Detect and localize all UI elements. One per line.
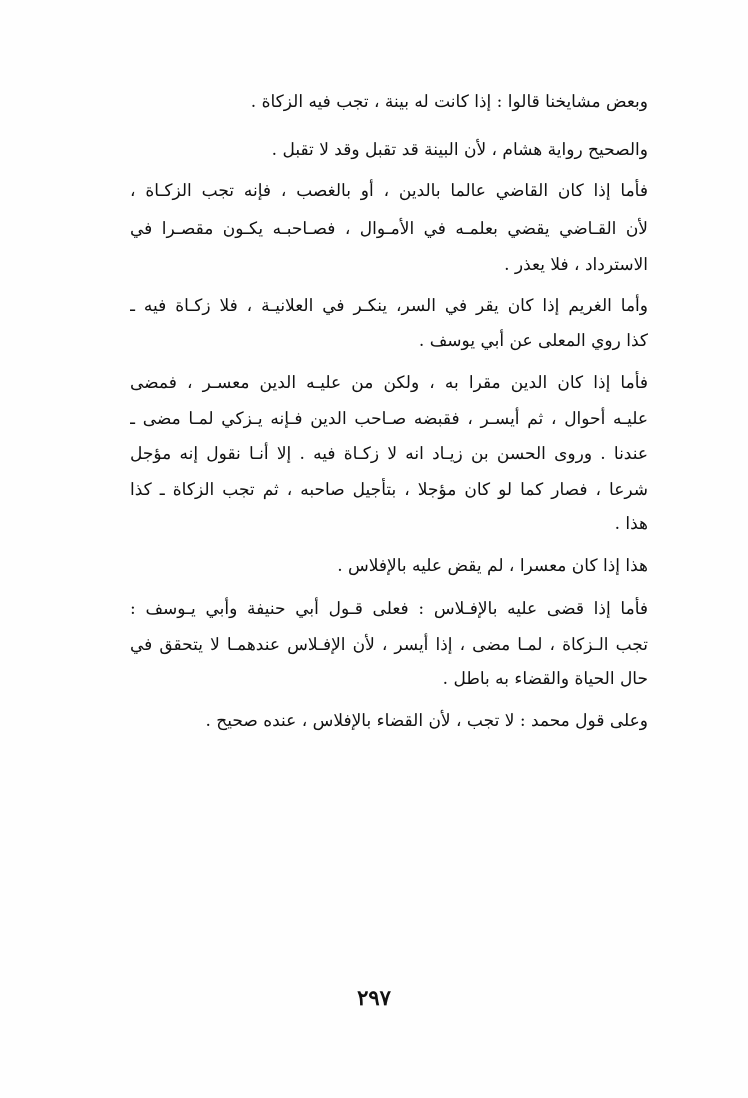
text-line: لأن القـاضي يقضي بعلمـه في الأمـوال ، فصـاحبـه يكـون مقصـرا في: [130, 219, 648, 239]
text-line: حال الحياة والقضاء به باطل .: [442, 669, 648, 689]
text-line: تجب الـزكاة ، لمـا مضى ، إذا أيسر ، لأن الإفـلاس عندهمـا لا يتحقق في: [130, 635, 648, 655]
text-line: هذا .: [614, 514, 648, 534]
text-line: وبعض مشايخنا قالوا : إذا كانت له بينة ، تجب فيه الزكاة .: [250, 92, 648, 112]
text-line: وعلى قول محمد : لا تجب ، لأن القضاء بالإفلاس ، عنده صحيح .: [205, 711, 648, 731]
page-number: ٢٩٧: [357, 985, 391, 1010]
text-line: فأما إذا كان القاضي عالما بالدين ، أو بالغصب ، فإنه تجب الزكـاة ،: [130, 181, 648, 201]
text-line: عندنا . وروى الحسن بن زيـاد انه لا زكـاة فيه . إلا أنـا نقول إنه مؤجل: [130, 444, 648, 464]
text-line: عليـه أحوال ، ثم أيسـر ، فقبضه صـاحب الدين فـإنه يـزكي لمـا مضى ـ: [130, 409, 648, 429]
text-line: والصحيح رواية هشام ، لأن البينة قد تقبل وقد لا تقبل .: [271, 140, 648, 160]
text-line: وأما الغريم إذا كان يقر في السر، ينكـر في العلانيـة ، فلا زكـاة فيه ـ: [130, 296, 648, 316]
text-line: كذا روي المعلى عن أبي يوسف .: [418, 331, 648, 351]
text-line: فأما إذا كان الدين مقرا به ، ولكن من عليـه الدين معسـر ، فمضى: [130, 373, 648, 393]
text-line: شرعا ، فصار كما لو كان مؤجلا ، بتأجيل صاحبه ، ثم تجب الزكاة ـ كذا: [130, 480, 648, 500]
text-line: هذا إذا كان معسرا ، لم يقض عليه بالإفلاس .: [337, 556, 648, 576]
text-line: فأما إذا قضى عليه بالإفـلاس : فعلى قـول أبي حنيفة وأبي يـوسف :: [130, 599, 648, 619]
text-line: الاسترداد ، فلا يعذر .: [504, 255, 648, 275]
